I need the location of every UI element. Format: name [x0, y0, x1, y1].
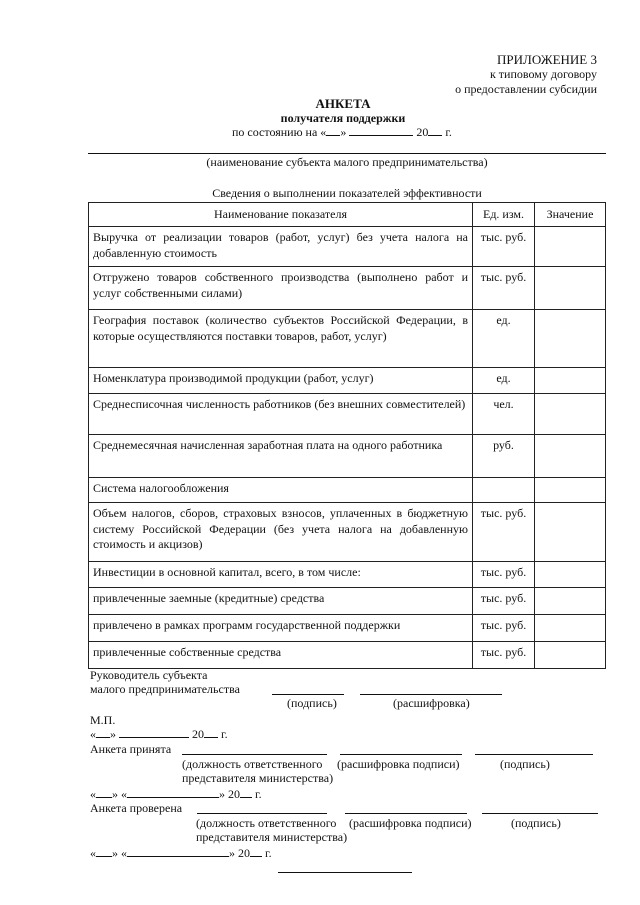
date-suffix: г. [445, 125, 452, 139]
row-name: Инвестиции в основной капитал, всего, в том числе: [89, 562, 473, 588]
row-value[interactable] [535, 615, 606, 642]
accepted-caption-right: (подпись) [500, 757, 550, 771]
row-unit: чел. [473, 394, 535, 435]
row-name: Система налогообложения [89, 478, 473, 503]
appendix-line-3: о предоставлении субсидии [455, 82, 597, 96]
accepted-decode-line[interactable] [340, 754, 462, 755]
row-value[interactable] [535, 267, 606, 310]
header-indicator-name: Наименование показателя [89, 203, 473, 227]
accepted-caption-line-2: представителя министерства) [182, 771, 334, 785]
row-unit: руб. [473, 435, 535, 478]
row-unit: тыс. руб. [473, 562, 535, 588]
date-line-1 [90, 727, 228, 742]
date-mid: » [340, 125, 347, 139]
stamp-label: М.П. [90, 713, 116, 727]
row-name: Отгружено товаров собственного производства (выполнено работ и услуг собственными силами) [89, 267, 473, 310]
row-unit: тыс. руб. [473, 588, 535, 615]
accepted-signature-line[interactable] [475, 754, 593, 755]
table-caption: Сведения о выполнении показателей эффективности [212, 186, 482, 200]
date2-mid: » « [112, 787, 127, 801]
head-signature-caption: (подпись) [287, 696, 337, 710]
date-line-3 [90, 846, 272, 861]
table-row [89, 435, 606, 478]
row-value[interactable] [535, 588, 606, 615]
checked-label: Анкета проверена [90, 801, 183, 815]
subject-name-line[interactable] [88, 153, 606, 154]
table-header-row [89, 203, 606, 227]
subject-name-caption: (наименование субъекта малого предпринимательства) [206, 155, 488, 169]
row-name: География поставок (количество субъектов Российской Федерации, в которые осуществляются поставки товаров, работ, услуг) [89, 310, 473, 368]
checked-decode-line[interactable] [345, 813, 467, 814]
head-signature-line[interactable] [272, 694, 344, 695]
date3-open: « [90, 846, 96, 860]
checked-caption-left: (должность ответственного [196, 816, 337, 830]
header-value: Значение [535, 203, 606, 227]
table-row [89, 562, 606, 588]
row-unit: тыс. руб. [473, 503, 535, 562]
row-name: Среднесписочная численность работников (без внешних совместителей) [89, 394, 473, 435]
date-prefix: по состоянию на « [232, 125, 327, 139]
row-value[interactable] [535, 435, 606, 478]
table-row [89, 310, 606, 368]
checked-caption-mid: (расшифровка подписи) [349, 816, 472, 830]
row-unit: тыс. руб. [473, 642, 535, 669]
row-name: привлеченные собственные средства [89, 642, 473, 669]
form-subtitle: получателя поддержки [280, 111, 406, 125]
row-unit: ед. [473, 368, 535, 394]
date3-mid: » « [112, 846, 127, 860]
row-value[interactable] [535, 368, 606, 394]
row-unit [473, 478, 535, 503]
head-decode-caption: (расшифровка) [393, 696, 470, 710]
date3-year-blank[interactable] [250, 846, 262, 857]
row-value[interactable] [535, 503, 606, 562]
date1-year-blank[interactable] [204, 727, 218, 738]
date3-close: » 20 [229, 846, 250, 860]
date2-close: » 20 [219, 787, 240, 801]
checked-caption-right: (подпись) [511, 816, 561, 830]
date2-month-blank[interactable] [127, 787, 219, 798]
checked-caption-line-2: представителя министерства) [196, 830, 348, 844]
date-year-blank[interactable] [428, 125, 442, 136]
date1-day-blank[interactable] [96, 727, 110, 738]
date1-suffix: г. [221, 727, 228, 741]
header-unit: Ед. изм. [473, 203, 535, 227]
row-value[interactable] [535, 478, 606, 503]
head-decode-line[interactable] [360, 694, 502, 695]
date-line-2 [90, 787, 262, 802]
table-row [89, 615, 606, 642]
date-month-blank[interactable] [349, 125, 413, 136]
indicators-table [88, 202, 606, 669]
date2-year-blank[interactable] [240, 787, 252, 798]
row-unit: тыс. руб. [473, 615, 535, 642]
row-value[interactable] [535, 562, 606, 588]
checked-position-line[interactable] [197, 813, 327, 814]
row-name: Среднемесячная начисленная заработная плата на одного работника [89, 435, 473, 478]
row-unit: ед. [473, 310, 535, 368]
accepted-caption-left: (должность ответственного [182, 757, 323, 771]
table-row [89, 642, 606, 669]
accepted-caption-mid: (расшифровка подписи) [337, 757, 460, 771]
table-row [89, 267, 606, 310]
row-value[interactable] [535, 642, 606, 669]
table-row [89, 503, 606, 562]
date2-suffix: г. [255, 787, 262, 801]
row-value[interactable] [535, 227, 606, 267]
form-title: АНКЕТА [315, 96, 371, 111]
row-value[interactable] [535, 310, 606, 368]
table-row [89, 227, 606, 267]
appendix-line-2: к типовому договору [489, 67, 597, 81]
date-year: 20 [416, 125, 429, 139]
row-name: привлеченные заемные (кредитные) средства [89, 588, 473, 615]
accepted-position-line[interactable] [182, 754, 327, 755]
date2-day-blank[interactable] [96, 787, 112, 798]
date1-close: » [110, 727, 116, 741]
date3-month-blank[interactable] [127, 846, 229, 857]
table-row [89, 588, 606, 615]
date1-month-blank[interactable] [119, 727, 189, 738]
checked-signature-line[interactable] [482, 813, 598, 814]
appendix-number: ПРИЛОЖЕНИЕ 3 [497, 52, 597, 67]
row-unit: тыс. руб. [473, 227, 535, 267]
row-name: Объем налогов, сборов, страховых взносов, уплаченных в бюджетную систему Российской Федерации (без учета налога на добавленную стоимость и акцизов) [89, 503, 473, 562]
date-day-blank[interactable] [326, 125, 340, 136]
form-date-line [232, 125, 452, 140]
head-label-line-1: Руководитель субъекта [90, 668, 208, 682]
row-name: Выручка от реализации товаров (работ, услуг) без учета налога на добавленную стоимость [89, 227, 473, 267]
row-name: Номенклатура производимой продукции (работ, услуг) [89, 368, 473, 394]
date1-year: 20 [192, 727, 204, 741]
row-value[interactable] [535, 394, 606, 435]
row-name: привлечено в рамках программ государственной поддержки [89, 615, 473, 642]
date2-open: « [90, 787, 96, 801]
table-row [89, 394, 606, 435]
table-row [89, 368, 606, 394]
head-label-line-2: малого предпринимательства [90, 682, 240, 696]
bottom-line [278, 872, 412, 873]
row-unit: тыс. руб. [473, 267, 535, 310]
date3-suffix: г. [265, 846, 272, 860]
table-row [89, 478, 606, 503]
date3-day-blank[interactable] [96, 846, 112, 857]
date1-open: « [90, 727, 96, 741]
accepted-label: Анкета принята [90, 742, 172, 756]
